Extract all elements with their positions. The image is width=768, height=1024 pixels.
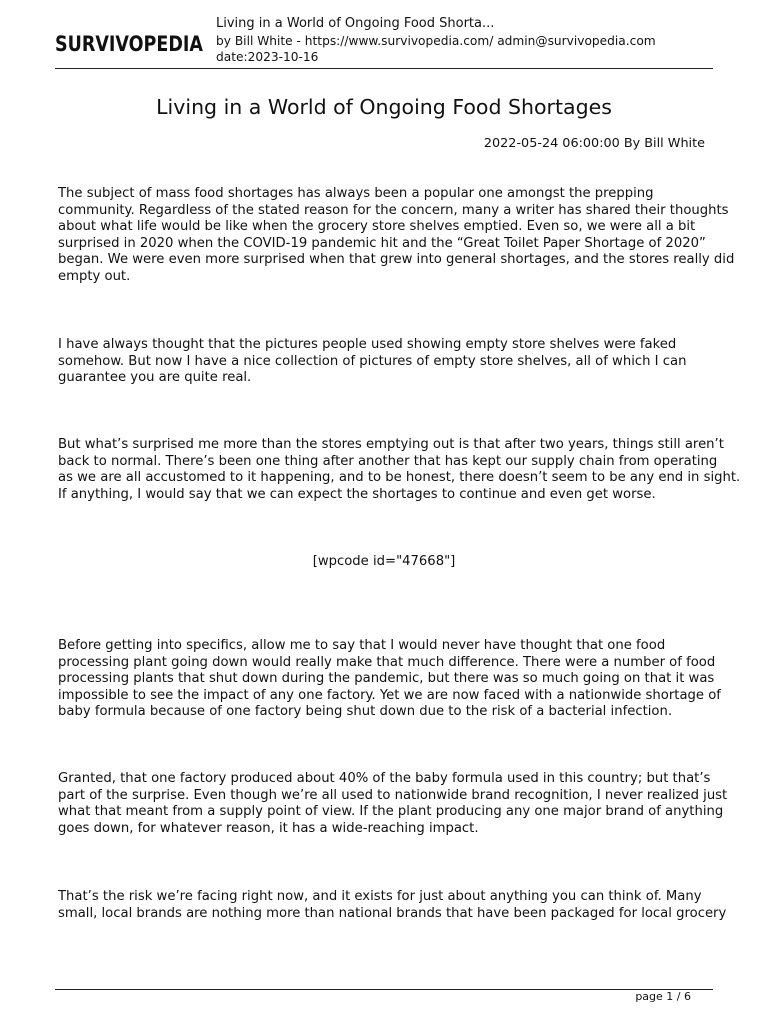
paragraph-line: processing plant going down would really make that much difference. There were a number of food [58,654,716,670]
paragraph-1 [58,186,735,286]
paragraph-line: part of the surprise. Even though we’re all used to nationwide brand recognition, I never realized just [58,787,728,803]
paragraph-line: somehow. But now I have a nice collection of pictures of empty store shelves, all of which I can [58,353,687,369]
paragraph-line: began. We were even more surprised when that grew into general shortages, and the stores really did [58,252,735,268]
paragraph-line: baby formula because of one factory being shut down due to the risk of a bacterial infection. [58,704,673,720]
header-byline: by Bill White - https://www.survivopedia.com/ admin@survivopedia.com [216,33,656,48]
paragraph-line: community. Regardless of the stated reason for the concern, many a writer has shared their thoughts [58,202,729,218]
header-divider [55,68,713,69]
paragraph-3 [58,437,741,503]
paragraph-line: But what’s surprised me more than the stores emptying out is that after two years, things still aren’t [58,437,724,452]
header-meta [216,16,656,66]
paragraph-line: processing plants that shut down during the pandemic, but there was so much going on that it was [58,671,715,687]
article-title: Living in a World of Ongoing Food Shortages [156,95,612,119]
paragraph-6 [58,889,727,922]
paragraph-line: impossible to see the impact of any one factory. Yet we are now faced with a nationwide shortage of [58,687,721,703]
paragraph-line: guarantee you are quite real. [58,370,252,386]
paragraph-line: as we are all accustomed to it happening, and to be honest, there doesn’t seem to be any end in sight. [58,470,741,486]
paragraph-line: what that meant from a supply point of view. If the plant producing any one major brand of anything [58,804,724,820]
paragraph-line: small, local brands are nothing more than national brands that have been packaged for local grocery [58,905,727,921]
paragraph-line: back to normal. There’s been one thing after another that has kept our supply chain from operating [58,453,718,469]
paragraph-line: Before getting into specifics, allow me to say that I would never have thought that one food [58,638,666,653]
page-header [55,14,713,68]
paragraph-line: surprised in 2020 when the COVID-19 pandemic hit and the “Great Toilet Paper Shortage of 2020” [58,235,706,251]
wpcode-shortcode: [wpcode id="47668"] [312,554,456,569]
paragraph-5 [58,771,728,837]
paragraph-2 [58,337,714,387]
article-dateline: 2022-05-24 06:00:00 By Bill White [483,136,705,151]
paragraph-line: I have always thought that the pictures people used showing empty store shelves were faked [58,337,677,352]
paragraph-line: If anything, I would say that we can expect the shortages to continue and even get worse. [58,486,656,502]
header-short-title: Living in a World of Ongoing Food Shorta... [216,16,495,31]
paragraph-line: The subject of mass food shortages has always been a popular one amongst the prepping [58,186,654,201]
survivopedia-logo [55,31,205,55]
logo-text: SURVIVOPEDIA [55,32,204,56]
paragraph-4 [58,638,721,721]
paragraph-line: goes down, for whatever reason, it has a wide-reaching impact. [58,820,479,836]
paragraph-line: empty out. [58,268,131,284]
header-date: date:2023-10-16 [216,50,319,64]
paragraph-line: That’s the risk we’re facing right now, and it exists for just about anything you can think of. Many [58,889,702,904]
footer-divider [55,989,713,990]
paragraph-line: about what life would be like when the grocery store shelves emptied. Even so, we were all a bit [58,219,696,235]
page-number: page 1 / 6 [635,990,691,1003]
paragraph-line: Granted, that one factory produced about 40% of the baby formula used in this country; but that’s [58,771,711,786]
